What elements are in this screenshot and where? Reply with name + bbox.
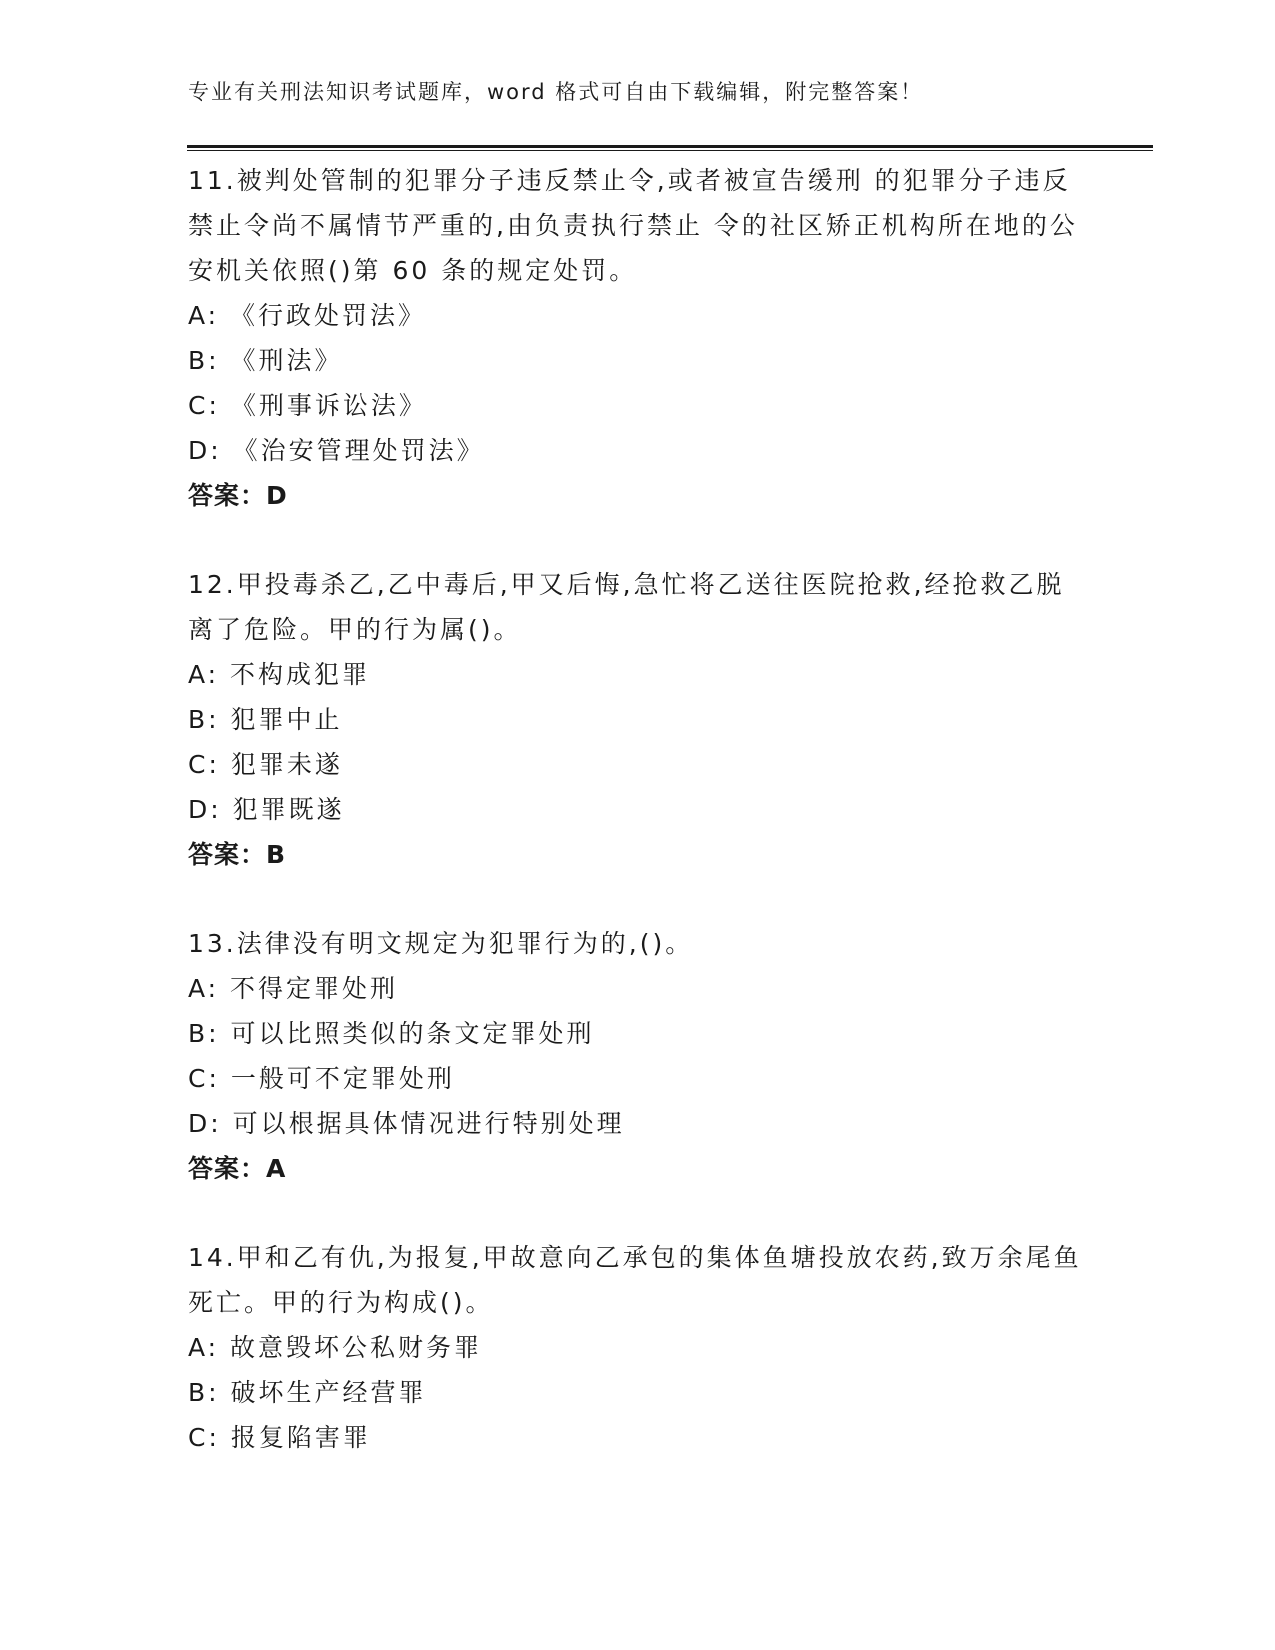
answer bbox=[188, 1146, 1088, 1191]
answer-value: D bbox=[266, 481, 288, 510]
option-c: C: 一般可不定罪处刑 bbox=[188, 1064, 455, 1093]
question-14 bbox=[188, 1235, 1088, 1460]
answer bbox=[188, 832, 1088, 877]
option-a: A: 故意毁坏公私财务罪 bbox=[188, 1333, 483, 1362]
question-stem: 14.甲和乙有仇,为报复,甲故意向乙承包的集体鱼塘投放农药,致万余尾鱼死亡。甲的行为构成()。 bbox=[188, 1243, 1082, 1317]
answer-value: B bbox=[266, 840, 287, 869]
question-stem: 13.法律没有明文规定为犯罪行为的,()。 bbox=[188, 929, 694, 958]
option-b: B: 犯罪中止 bbox=[188, 705, 343, 734]
question-stem: 11.被判处管制的犯罪分子违反禁止令,或者被宣告缓刑 的犯罪分子违反禁止令尚不属情节严重的,由负责执行禁止 令的社区矫正机构所在地的公安机关依照()第 60 条的规定处罚。 bbox=[188, 166, 1078, 285]
question-list bbox=[188, 158, 1088, 1504]
header-rule-thick bbox=[187, 145, 1153, 148]
question-13 bbox=[188, 921, 1088, 1191]
option-d: D: 犯罪既遂 bbox=[188, 795, 345, 824]
option-b: B: 破坏生产经营罪 bbox=[188, 1378, 427, 1407]
header-rule-thin bbox=[187, 150, 1153, 151]
option-a: A: 《行政处罚法》 bbox=[188, 301, 427, 330]
answer bbox=[188, 473, 1088, 518]
option-b: B: 《刑法》 bbox=[188, 346, 343, 375]
page-header: 专业有关刑法知识考试题库，word 格式可自由下载编辑，附完整答案！ bbox=[188, 80, 924, 104]
option-b: B: 可以比照类似的条文定罪处刑 bbox=[188, 1019, 595, 1048]
option-d: D: 可以根据具体情况进行特别处理 bbox=[188, 1109, 625, 1138]
option-a: A: 不得定罪处刑 bbox=[188, 974, 399, 1003]
option-a: A: 不构成犯罪 bbox=[188, 660, 371, 689]
option-d: D: 《治安管理处罚法》 bbox=[188, 436, 485, 465]
option-c: C: 《刑事诉讼法》 bbox=[188, 391, 427, 420]
answer-label: 答案： bbox=[188, 840, 267, 869]
answer-label: 答案： bbox=[188, 481, 267, 510]
option-c: C: 犯罪未遂 bbox=[188, 750, 343, 779]
option-c: C: 报复陷害罪 bbox=[188, 1423, 371, 1452]
question-11 bbox=[188, 158, 1088, 518]
answer-label: 答案： bbox=[188, 1154, 267, 1183]
question-12 bbox=[188, 562, 1088, 877]
question-stem: 12.甲投毒杀乙,乙中毒后,甲又后悔,急忙将乙送往医院抢救,经抢救乙脱离了危险。甲的行为属()。 bbox=[188, 570, 1065, 644]
answer-value: A bbox=[266, 1154, 287, 1183]
